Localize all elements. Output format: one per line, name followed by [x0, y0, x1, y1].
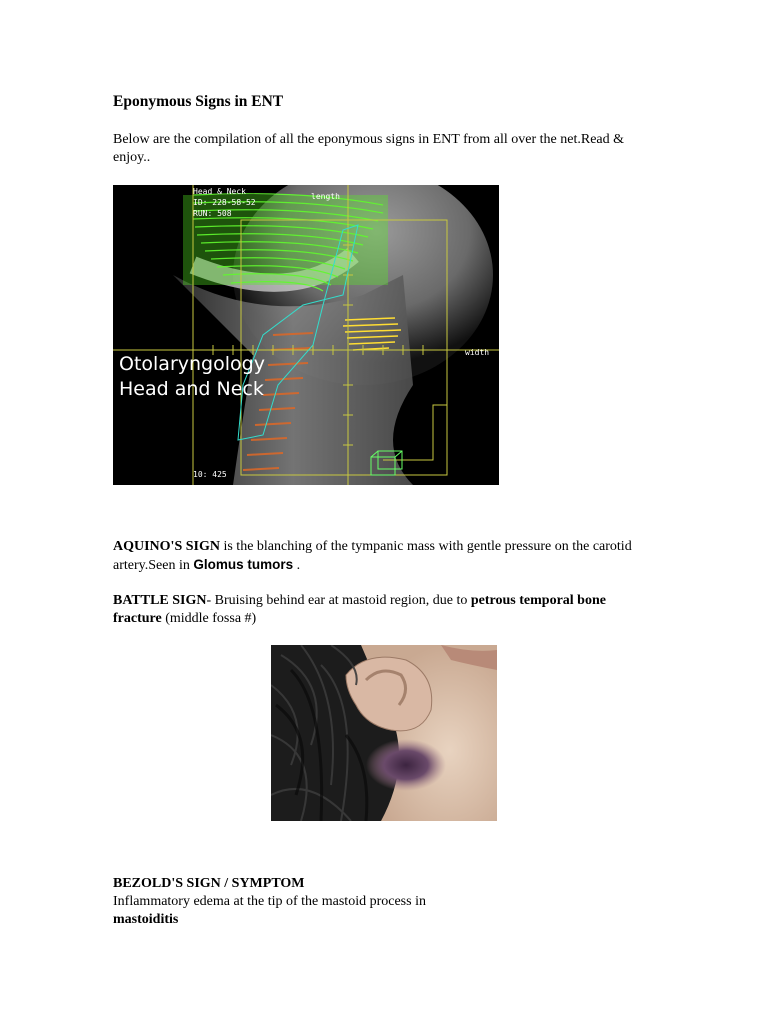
bezold-sign-mastoiditis: mastoiditis: [113, 912, 179, 927]
bezold-sign-heading: BEZOLD'S SIGN / SYMPTOM: [113, 876, 305, 891]
aquino-sign-text: is the blanching of the tympanic mass with gentle pressure on the carotid artery.Seen in: [113, 539, 632, 573]
mri-caption-line-1: Otolaryngology: [119, 353, 265, 375]
bezold-sign-paragraph: [113, 893, 658, 929]
mri-width-label: width: [465, 348, 490, 357]
aquino-sign-end: .: [293, 558, 301, 573]
battle-sign-fracture: petrous temporal bone fracture: [113, 593, 606, 626]
mri-header-line-3: RUN: 508: [193, 209, 232, 218]
battle-sign-paragraph: [113, 592, 658, 628]
mri-corner-readout: 10: 425: [193, 470, 227, 479]
aquino-sign-glomus: Glomus tumors: [193, 557, 294, 572]
mri-caption-line-2: Head and Neck: [119, 378, 264, 400]
battle-sign-text: - Bruising behind ear at mastoid region, due to: [206, 593, 471, 608]
intro-paragraph: Below are the compilation of all the eponymous signs in ENT from all over the net.Read & enjoy..: [113, 132, 625, 165]
bezold-sign-text: Inflammatory edema at the tip of the mastoid process in: [113, 894, 426, 909]
mri-length-label: length: [311, 192, 340, 201]
mri-header-line-2: ID: 228-58-52: [193, 198, 256, 207]
battle-sign-end: (middle fossa #): [161, 611, 257, 626]
mri-head-neck-image: [113, 185, 499, 485]
battle-sign-term: BATTLE SIGN: [113, 593, 207, 608]
battle-sign-photo: [271, 645, 497, 821]
aquino-sign-term: AQUINO'S SIGN: [113, 539, 220, 554]
aquino-sign-paragraph: [113, 538, 658, 575]
mri-header-line-1: Head & Neck: [193, 187, 246, 196]
page-title: Eponymous Signs in ENT: [113, 93, 284, 110]
